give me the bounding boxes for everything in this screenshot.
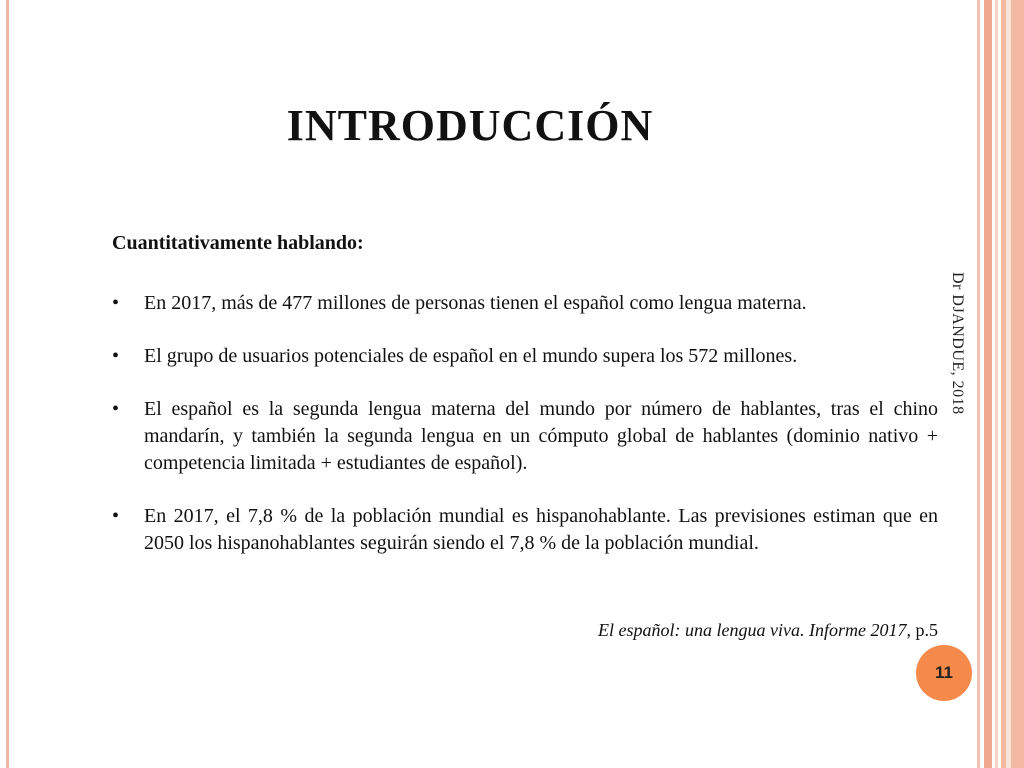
citation-title: El español: una lengua viva. Informe 2017: [598, 620, 907, 640]
right-decorative-band: [977, 0, 980, 768]
list-item: [110, 343, 938, 370]
bullet-text: El grupo de usuarios potenciales de español en el mundo supera los 572 millones.: [144, 345, 798, 367]
slide-subtitle: Cuantitativamente hablando:: [112, 232, 364, 254]
list-item: [110, 396, 938, 477]
source-citation: [598, 620, 938, 641]
citation-page: , p.5: [906, 620, 938, 640]
bullet-text: En 2017, más de 477 millones de personas tienen el español como lengua materna.: [144, 292, 807, 314]
bullet-text: En 2017, el 7,8 % de la población mundial es hispanohablante. Las previsiones estiman que en 2050 los hispanohablantes seguirán siendo el 7,8 % de la población mundial.: [144, 505, 938, 554]
right-decorative-band: [984, 0, 992, 768]
list-item: [110, 503, 938, 557]
bullet-icon: •: [112, 292, 120, 314]
author-vertical-label: Dr DJANDUE, 2018: [949, 272, 966, 415]
right-decorative-band: [1001, 0, 1024, 768]
bullet-text: El español es la segunda lengua materna del mundo por número de hablantes, tras el chino mandarín, y también la segunda lengua en un cómputo global de hablantes (dominio nativo + competencia limitada + estudiantes de español).: [144, 398, 938, 474]
bullet-list: [110, 290, 938, 583]
list-item: [110, 290, 938, 317]
bullet-icon: •: [112, 505, 120, 527]
bullet-icon: •: [112, 398, 120, 420]
slide-title: INTRODUCCIÓN: [286, 101, 654, 150]
right-decorative-band: [1006, 0, 1011, 768]
bullet-icon: •: [112, 345, 120, 367]
right-decorative-band: [995, 0, 998, 768]
page-number-badge: 11: [916, 645, 972, 701]
